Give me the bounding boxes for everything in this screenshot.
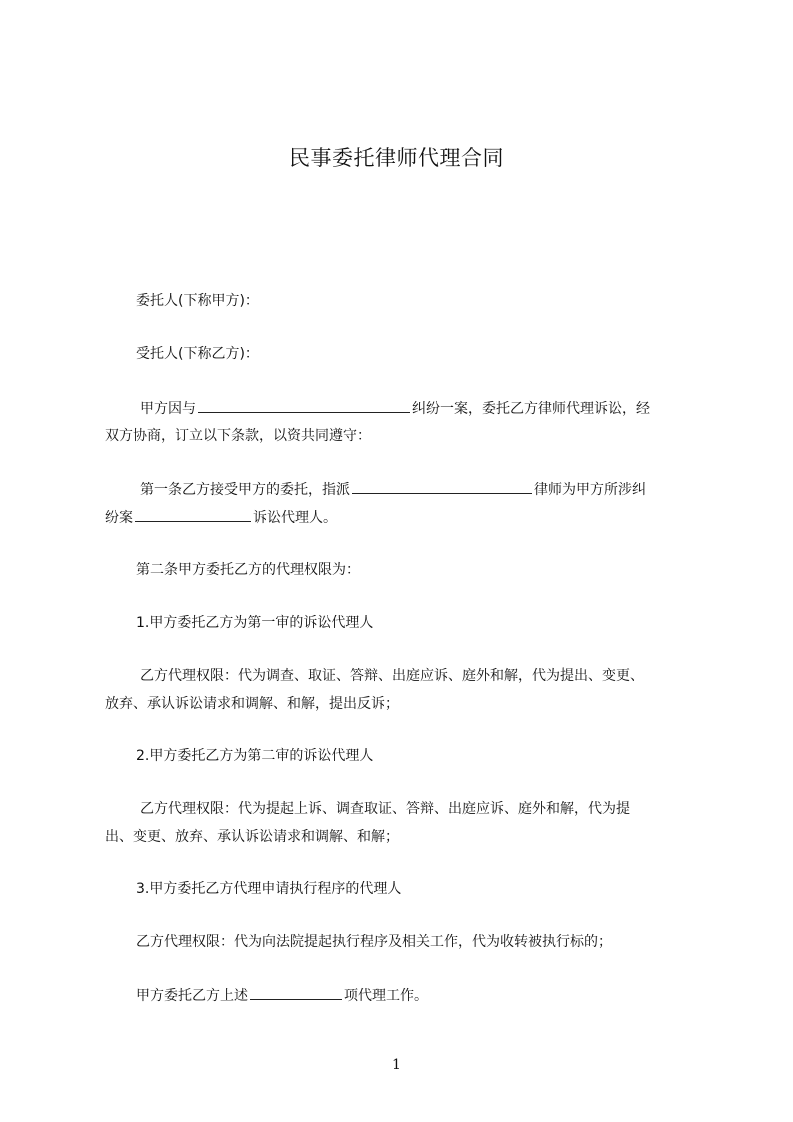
intro-line-1 xyxy=(140,398,650,419)
article-1-text-start: 第一条乙方接受甲方的委托，指派 xyxy=(140,482,350,498)
item-1-scope-line-1: 乙方代理权限：代为调查、取证、答辩、出庭应诉、庭外和解，代为提出、变更、 xyxy=(140,668,644,684)
article-1-text-end: 诉讼代理人。 xyxy=(253,510,337,526)
item-3-scope: 乙方代理权限：代为向法院提起执行程序及相关工作，代为收转被执行标的； xyxy=(136,934,612,950)
lawyer-name-blank xyxy=(352,479,532,494)
summary-text-start: 甲方委托乙方上述 xyxy=(136,988,248,1004)
agent-label: 受托人(下称乙方)： xyxy=(136,346,259,362)
intro-line-2: 双方协商，订立以下条款，以资共同遵守： xyxy=(105,428,371,444)
document-title: 民事委托律师代理合同 xyxy=(289,146,504,170)
item-2-scope-line-1: 乙方代理权限：代为提起上诉、调查取证、答辩、出庭应诉、庭外和解，代为提 xyxy=(140,801,630,817)
item-1-heading: 1.甲方委托乙方为第一审的诉讼代理人 xyxy=(136,615,374,631)
summary-line xyxy=(136,985,428,1006)
intro-text-start: 甲方因与 xyxy=(140,401,196,417)
article-1-line-1 xyxy=(140,479,646,500)
principal-label: 委托人(下称甲方)： xyxy=(136,293,259,309)
article-1-line-2 xyxy=(105,507,337,528)
case-name-blank xyxy=(135,507,251,522)
summary-text-end: 项代理工作。 xyxy=(344,988,428,1004)
item-1-scope-line-2: 放弃、承认诉讼请求和调解、和解，提出反诉； xyxy=(105,696,399,712)
article-1-text-case: 纷案 xyxy=(105,510,133,526)
article-1-text-mid: 律师为甲方所涉纠 xyxy=(534,482,646,498)
dispute-party-blank xyxy=(198,398,410,413)
page-number: 1 xyxy=(392,1057,401,1073)
item-count-blank xyxy=(250,985,342,1000)
article-2-heading: 第二条甲方委托乙方的代理权限为： xyxy=(136,562,360,578)
intro-text-end: 纠纷一案，委托乙方律师代理诉讼，经 xyxy=(412,401,650,417)
item-3-heading: 3.甲方委托乙方代理申请执行程序的代理人 xyxy=(136,881,402,897)
item-2-scope-line-2: 出、变更、放弃、承认诉讼请求和调解、和解； xyxy=(105,829,399,845)
item-2-heading: 2.甲方委托乙方为第二审的诉讼代理人 xyxy=(136,748,374,764)
